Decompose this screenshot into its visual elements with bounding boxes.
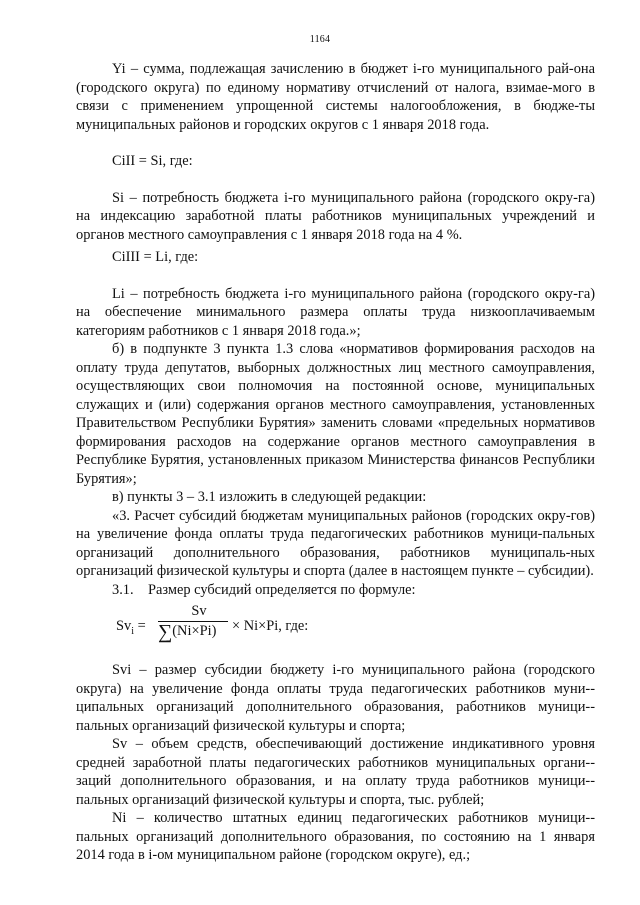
formula-rhs: × Ni×Pi, где: bbox=[232, 618, 309, 634]
formula-numerator: Sv bbox=[191, 603, 207, 619]
formula-ciiii-l: CiIII = Li, где: bbox=[112, 249, 199, 265]
formula-fraction bbox=[158, 603, 228, 643]
paragraph-sv-definition: Sv – объем средств, обеспечивающий достижение индикативного уровня средней заработной платы педагогических работников муниципальных органи-заций дополнительного образования, и на оплату труда работников муници-пальных организаций физической культуры и спорта, тыс. рублей; bbox=[76, 736, 595, 808]
page-number: 1164 bbox=[309, 34, 331, 45]
paragraph-svi-definition: Svi – размер субсидии бюджету i-го муниципального района (городского округа) на увеличение фонда оплаты труда педагогических работников муни-ципальных организаций дополнительного образования, работников муници-пальных организаций физической культуры и спорта; bbox=[76, 662, 595, 734]
paragraph-subitem-b: б) в подпункте 3 пункта 1.3 слова «нормативов формирования расходов на оплату труда депутатов, выборных должностных лиц местного самоуправления, осуществляющих свои полномочия на постоянной основе, муниципальных служащих и (или) содержания органов местного самоуправления, установленных Правительством Республики Бурятия» заменить словами «предельных нормативов формирования расходов на содержание органов местного самоуправления в Республике Бурятия, установленных приказом Министерства финансов Республики Бурятия»; bbox=[76, 341, 595, 487]
paragraph-section-3-1: 3.1. Размер субсидий определяется по формуле: bbox=[112, 581, 416, 598]
paragraph-ni-definition: Ni – количество штатных единиц педагогических работников муници-пальных организаций дополнительного образования, по состоянию на 1 января 2014 года в i-ом муниципальном районе (городском округе), ед.; bbox=[76, 810, 595, 863]
paragraph-subitem-v: в) пункты 3 – 3.1 изложить в следующей редакции: bbox=[112, 489, 427, 505]
sigma-icon: ∑ bbox=[158, 621, 173, 643]
paragraph-si-definition: Si – потребность бюджета i-го муниципального района (городского окру-га) на индексацию заработной платы работников муниципальных учреждений и органов местного самоуправления с 1 января 2018 года на 4 %. bbox=[76, 189, 595, 243]
formula-lhs: $Sv_i$ = bbox=[116, 618, 146, 637]
formula-denominator: ∑(Ni×Pi) bbox=[158, 621, 217, 643]
document-body bbox=[76, 60, 595, 865]
formula-ciii-s: CiII = Si, где: bbox=[112, 153, 193, 169]
paragraph-li-definition: Li – потребность бюджета i-го муниципального района (городского окру-га) на обеспечение минимального размера оплаты труда низкооплачиваемым категориям работников с 1 января 2018 года.»; bbox=[76, 285, 595, 339]
subsidy-formula bbox=[76, 601, 595, 647]
paragraph-yi-definition: Yi – сумма, подлежащая зачислению в бюджет i-го муниципального рай-она (городского округа) по единому нормативу отчислений от налога, взимае-мого в связи с применением упрощенной системы налогообложения, в бюдже-ты муниципальных районов и городских округов с 1 января 2018 года. bbox=[76, 61, 595, 133]
paragraph-section-3: «3. Расчет субсидий бюджетам муниципальных районов (городских окру-гов) на увеличение фонда оплаты труда педагогических работников муници-пальных организаций дополнительного образования, работников муниципаль-ных организаций физической культуры и спорта (далее в настоящем пункте – субсидии). bbox=[76, 507, 595, 579]
